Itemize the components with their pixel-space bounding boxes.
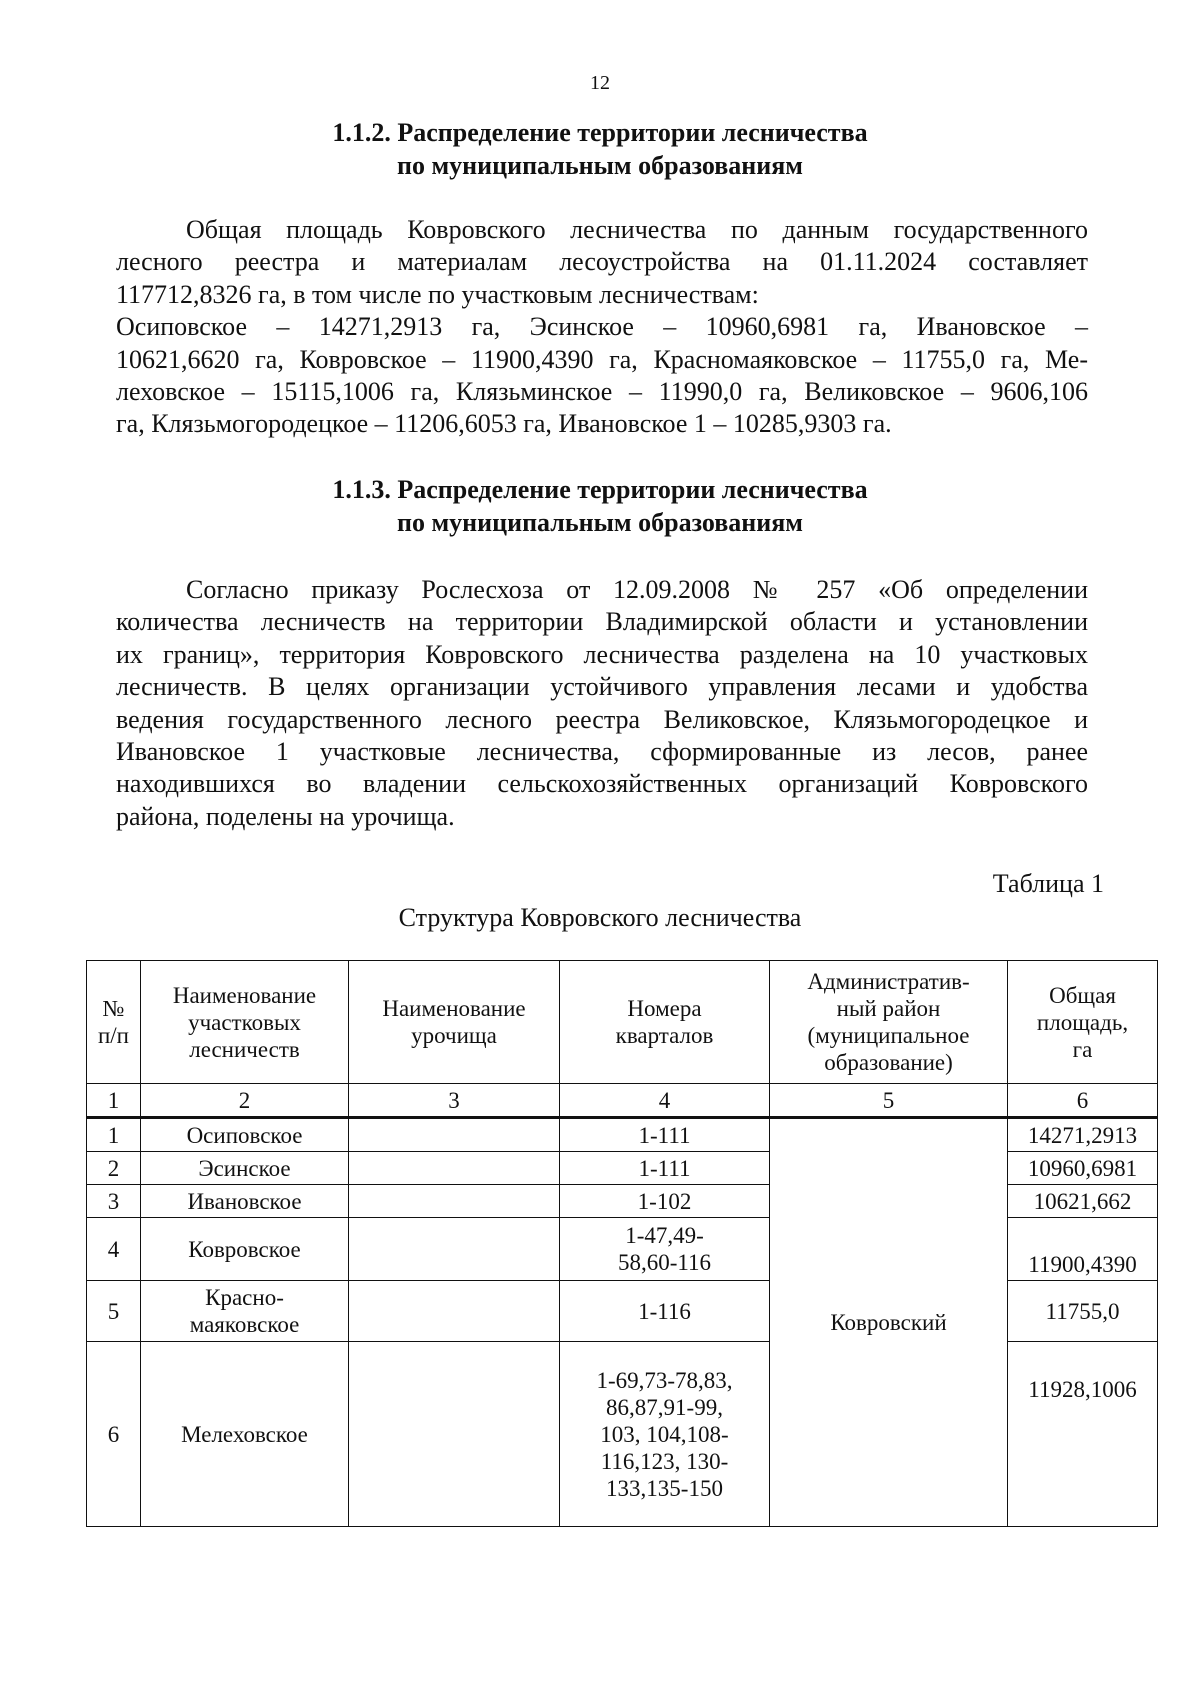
forestry-structure-table [86, 960, 1158, 1527]
header-line: (муниципальное [807, 1023, 970, 1048]
quarters-cell [560, 1218, 770, 1281]
page-number: 12 [590, 72, 610, 94]
district-cell: Ковровский [770, 1118, 1008, 1527]
header-line: площадь, [1036, 1009, 1129, 1035]
heading-line: по муниципальным образованиям [396, 508, 804, 537]
text-line: 117712,8326 га, в том числе по участковым лесничествам: [116, 279, 759, 309]
header-cell-forestry-name [141, 961, 349, 1084]
heading-line: по муниципальным образованиям [396, 151, 804, 180]
row-number-cell: 6 [87, 1342, 141, 1527]
cell-line: Мелеховское [181, 1421, 308, 1447]
row-number-cell: 2 [87, 1152, 141, 1185]
table-caption: Структура Ковровского лесничества [398, 903, 802, 932]
text-line: количества лесничеств на территории Владимирской области и установлении [116, 607, 1088, 637]
cell-line: 1-69,73-78,83, [596, 1367, 733, 1393]
cell-line: Эсинское [198, 1155, 291, 1181]
text-line: 10621,6620 га, Ковровское – 11900,4390 га, Красномаяковское – 11755,0 га, Ме- [116, 344, 1088, 374]
section-heading-1-1-2 [0, 116, 1200, 182]
paragraph-total-area [116, 214, 1088, 441]
tract-cell [349, 1218, 560, 1281]
area-cell: 10960,6981 [1008, 1152, 1158, 1185]
cell-line: 1-111 [638, 1155, 691, 1181]
header-line: Наименование [382, 996, 526, 1021]
row-number-cell: 3 [87, 1185, 141, 1218]
header-line: ный район [836, 996, 941, 1021]
header-line: образование) [824, 1050, 953, 1075]
text-line: их границ», территория Ковровского лесничества разделена на 10 участковых [116, 639, 1088, 669]
forestry-name-cell [141, 1185, 349, 1218]
table-row [87, 1118, 1158, 1152]
cell-line: 1-102 [637, 1188, 692, 1214]
column-number-cell: 5 [770, 1084, 1008, 1118]
header-line: кварталов [615, 1023, 714, 1048]
quarters-cell [560, 1281, 770, 1342]
area-cell: 11900,4390 [1008, 1218, 1158, 1281]
cell-line: 86,87,91-99, [606, 1394, 723, 1420]
text-line: ведения государственного лесного реестра Великовское, Клязьмогородецкое и [116, 704, 1088, 734]
header-line: участковых [188, 1009, 301, 1035]
header-line: урочища [411, 1023, 497, 1048]
quarters-cell [560, 1118, 770, 1152]
text-line: лесного реестра и материалам лесоустройства на 01.11.2024 составляет [116, 247, 1088, 277]
forestry-name-cell [141, 1281, 349, 1342]
tract-cell [349, 1118, 560, 1152]
header-line: № [102, 996, 125, 1021]
quarters-cell [560, 1342, 770, 1527]
text-line: га, Клязьмогородецкое – 11206,6053 га, Ивановское 1 – 10285,9303 га. [116, 409, 892, 439]
paragraph-rosleskhoz-order [116, 574, 1088, 833]
forestry-name-cell [141, 1342, 349, 1527]
column-number-cell: 4 [560, 1084, 770, 1118]
row-number-cell: 1 [87, 1118, 141, 1152]
header-cell-tract-name [349, 961, 560, 1084]
header-line: Административ- [807, 969, 970, 994]
forestry-name-cell [141, 1218, 349, 1281]
header-line: Общая [1049, 982, 1116, 1008]
area-cell: 10621,662 [1008, 1185, 1158, 1218]
header-line: п/п [97, 1023, 129, 1048]
cell-line: Красно- [205, 1285, 284, 1310]
table-label: Таблица 1 [992, 869, 1104, 898]
text-line: леховское – 15115,1006 га, Клязьминское – 11990,0 га, Великовское – 9606,106 [116, 376, 1088, 406]
cell-line: 133,135-150 [606, 1475, 723, 1501]
text-line: Осиповское – 14271,2913 га, Эсинское – 10960,6981 га, Ивановское – [116, 312, 1088, 342]
cell-line: 116,123, 130- [600, 1448, 729, 1474]
column-number-row [87, 1084, 1158, 1118]
quarters-cell [560, 1185, 770, 1218]
cell-line: 58,60-116 [617, 1250, 712, 1275]
header-line: Номера [627, 996, 702, 1021]
header-line: Наименование [172, 982, 317, 1008]
column-number-cell: 6 [1008, 1084, 1158, 1118]
text-line: Согласно приказу Рослесхоза от 12.09.2008 № 257 «Об определении [186, 575, 1088, 604]
column-number-cell: 1 [87, 1084, 141, 1118]
tract-cell [349, 1152, 560, 1185]
area-cell: 14271,2913 [1008, 1118, 1158, 1152]
text-line: Ивановское 1 участковые лесничества, сформированные из лесов, ранее [116, 736, 1088, 766]
cell-line: Ковровское [188, 1236, 301, 1262]
cell-line: 1-47,49- [625, 1223, 704, 1248]
cell-line: Осиповское [186, 1122, 303, 1148]
tract-cell [349, 1185, 560, 1218]
table-header-row [87, 961, 1158, 1084]
heading-line: 1.1.3. Распределение территории лесничества [332, 475, 868, 504]
forestry-name-cell [141, 1118, 349, 1152]
forestry-name-cell [141, 1152, 349, 1185]
header-line: лесничеств [189, 1036, 300, 1062]
tract-cell [349, 1342, 560, 1527]
area-cell: 11928,1006 [1008, 1342, 1158, 1527]
cell-line: 103, 104,108- [600, 1421, 729, 1447]
cell-line: 1-116 [638, 1298, 691, 1324]
section-heading-1-1-3 [0, 473, 1200, 539]
cell-line: маяковское [189, 1312, 300, 1337]
text-line: лесничеств. В целях организации устойчивого управления лесами и удобства [116, 672, 1088, 702]
area-cell: 11755,0 [1008, 1281, 1158, 1342]
header-line: га [1072, 1036, 1093, 1062]
row-number-cell: 4 [87, 1218, 141, 1281]
column-number-cell: 3 [349, 1084, 560, 1118]
header-cell-area [1008, 961, 1158, 1084]
column-number-cell: 2 [141, 1084, 349, 1118]
row-number-cell: 5 [87, 1281, 141, 1342]
text-line: района, поделены на урочища. [116, 801, 455, 831]
header-cell-district [770, 961, 1008, 1084]
heading-line: 1.1.2. Распределение территории лесничества [332, 118, 868, 147]
quarters-cell [560, 1152, 770, 1185]
cell-line: 1-111 [638, 1122, 691, 1148]
header-cell-number [87, 961, 141, 1084]
cell-line: Ивановское [187, 1188, 302, 1214]
text-line: находившихся во владении сельскохозяйственных организаций Ковровского [116, 769, 1088, 799]
tract-cell [349, 1281, 560, 1342]
header-cell-quarters [560, 961, 770, 1084]
text-line: Общая площадь Ковровского лесничества по данным государственного [186, 215, 1088, 244]
